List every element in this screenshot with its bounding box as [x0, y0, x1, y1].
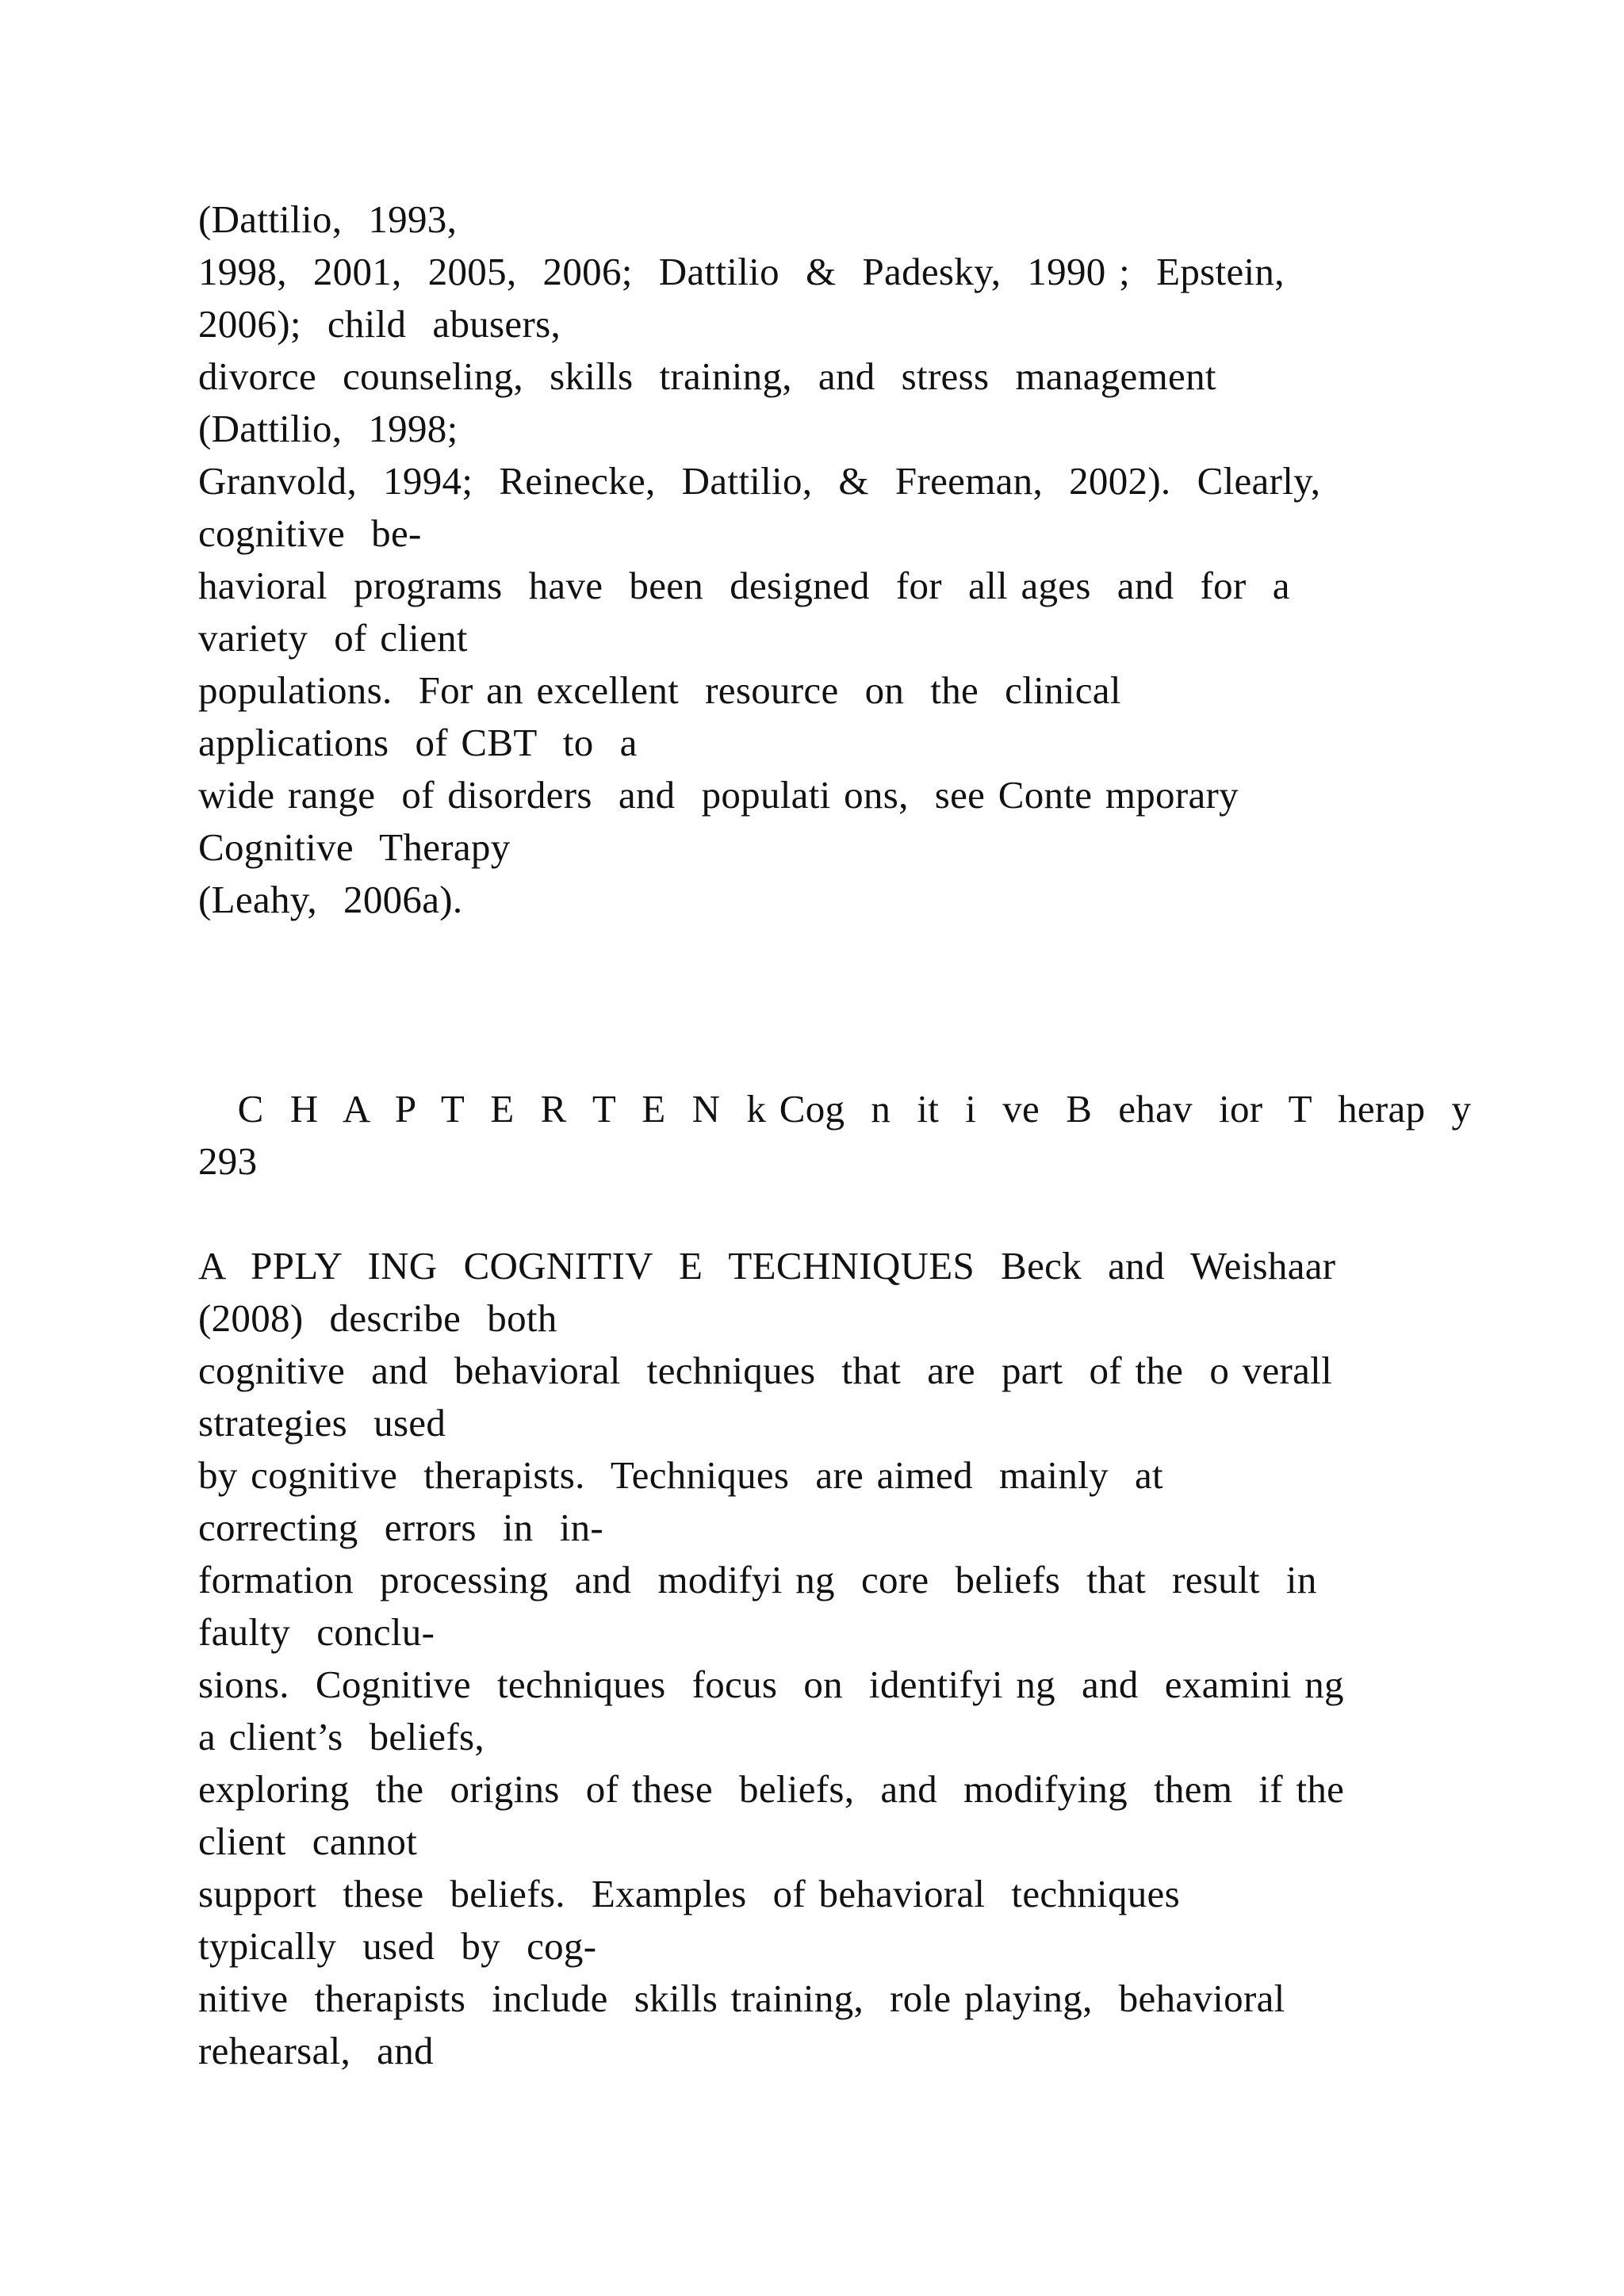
text-line: formation processing and modifyi ng core beliefs that result in — [198, 1558, 1317, 1601]
chapter-title: C H A P T E R T E N k Cog n it i ve B ehav ior T herap y — [198, 1087, 1472, 1131]
text-line: exploring the origins of these beliefs, and modifying them if the — [198, 1767, 1345, 1811]
text-line: a client’s beliefs, — [198, 1715, 485, 1758]
text-line: rehearsal, and — [198, 2029, 434, 2072]
text-line: Granvold, 1994; Reinecke, Dattilio, & Freeman, 2002). Clearly, — [198, 459, 1321, 503]
paragraph-1 — [198, 193, 1499, 926]
text-line: applications of CBT to a — [198, 721, 638, 764]
running-header — [198, 1083, 1499, 1188]
paragraph-2 — [198, 1240, 1499, 2077]
text-line: faulty conclu- — [198, 1610, 435, 1654]
text-line: cognitive be- — [198, 511, 422, 555]
text-line: cognitive and behavioral techniques that are part of the o verall — [198, 1349, 1333, 1392]
text-line: divorce counseling, skills training, and stress management — [198, 354, 1216, 398]
text-line: typically used by cog- — [198, 1924, 597, 1968]
text-line: (Dattilio, 1993, — [198, 197, 458, 241]
text-line: havioral programs have been designed for all ages and for a — [198, 564, 1290, 607]
text-line: client cannot — [198, 1820, 418, 1863]
section-heading-line: A PPLY ING COGNITIV E TECHNIQUES Beck and Weishaar — [198, 1244, 1336, 1288]
text-line: nitive therapists include skills training, role playing, behavioral — [198, 1976, 1285, 2020]
page-number: 293 — [198, 1139, 258, 1183]
text-line: (Leahy, 2006a). — [198, 878, 463, 921]
text-line: strategies used — [198, 1401, 446, 1445]
text-line: variety of client — [198, 616, 468, 660]
text-line: correcting errors in in- — [198, 1506, 604, 1549]
text-line: Cognitive Therapy — [198, 825, 511, 869]
text-line: support these beliefs. Examples of behavioral techniques — [198, 1872, 1180, 1915]
text-line: (2008) describe both — [198, 1296, 557, 1340]
text-line: populations. For an excellent resource on the clinical — [198, 668, 1121, 712]
text-line: wide range of disorders and populati ons, see Conte mporary — [198, 773, 1239, 817]
text-line: by cognitive therapists. Techniques are aimed mainly at — [198, 1453, 1163, 1497]
text-line: 1998, 2001, 2005, 2006; Dattilio & Padesky, 1990 ; Epstein, — [198, 250, 1285, 293]
text-line: sions. Cognitive techniques focus on identifyi ng and examini ng — [198, 1663, 1344, 1706]
text-line: (Dattilio, 1998; — [198, 407, 458, 450]
text-line: 2006); child abusers, — [198, 302, 561, 346]
